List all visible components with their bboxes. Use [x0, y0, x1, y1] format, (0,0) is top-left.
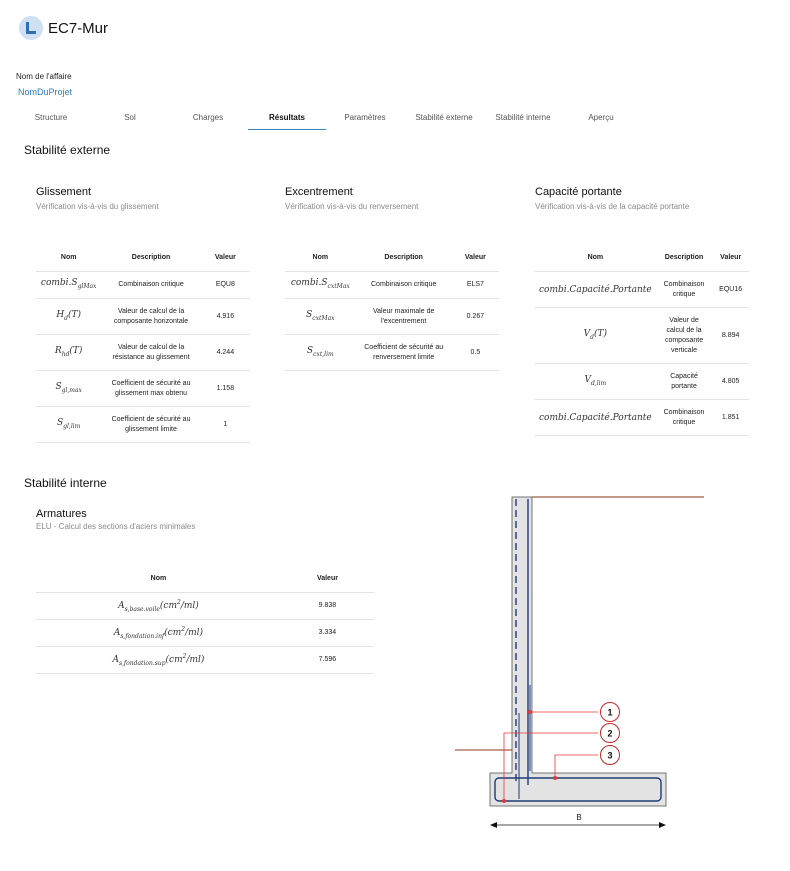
app-title: EC7-Mur [48, 20, 109, 37]
table-row [36, 335, 250, 371]
card-title-capacite: Capacité portante [535, 186, 622, 198]
dimension-label: B [576, 813, 582, 822]
symbol: $combi.S_{cxtMax}$ [285, 272, 356, 299]
table-row [285, 335, 499, 371]
table-row [36, 647, 374, 674]
col-valeur: Valeur [281, 564, 374, 593]
table-glissement [36, 243, 250, 443]
symbol: combi.Capacité.Portante [535, 400, 656, 436]
symbol: $combi.S_{glMax}$ [36, 272, 101, 299]
tab-bar [0, 110, 790, 130]
description: Coefficient de sécurité au glissement max obtenu [101, 371, 200, 407]
callout-3-dot [553, 776, 557, 780]
col-nom: Nom [285, 243, 356, 272]
tab-resultats[interactable]: Résultats [248, 110, 326, 130]
dimension-b [490, 813, 666, 828]
value: EQU16 [712, 272, 749, 308]
description: Coefficient de sécurité au glissement limite [101, 407, 200, 443]
col-description: Description [101, 243, 200, 272]
section-title-internal: Stabilité interne [24, 476, 107, 490]
tab-structure[interactable]: Structure [34, 113, 68, 122]
col-valeur: Valeur [201, 243, 250, 272]
tab-parametres[interactable]: Paramètres [344, 113, 386, 122]
table-excentrement [285, 243, 499, 371]
value: ELS7 [452, 272, 499, 299]
description: Valeur de calcul de la résistance au glissement [101, 335, 200, 371]
description: Valeur maximale de l'excentrement [356, 299, 452, 335]
tab-apercu[interactable]: Aperçu [588, 113, 614, 122]
description: Combinaison critique [356, 272, 452, 299]
table-row [535, 308, 749, 364]
col-valeur: Valeur [452, 243, 499, 272]
table-row [36, 593, 374, 620]
card-title-glissement: Glissement [36, 186, 92, 198]
value: 0.5 [452, 335, 499, 371]
table-row [535, 400, 749, 436]
project-name-field[interactable]: NomDuProjet [18, 87, 73, 97]
card-title-armatures: Armatures [36, 508, 87, 520]
description: Valeur de calcul de la composante verticale [656, 308, 713, 364]
callout-1 [528, 703, 620, 722]
callout-1-dot [528, 710, 532, 714]
value: EQU8 [201, 272, 250, 299]
table-row [285, 272, 499, 299]
value: 7.596 [281, 647, 374, 674]
description: Valeur de calcul de la composante horizontale [101, 299, 200, 335]
value: 8.894 [712, 308, 749, 364]
value: 9.838 [281, 593, 374, 620]
wall-stem [512, 497, 532, 773]
project-name-label: Nom de l'affaire [16, 72, 72, 81]
value: 3.334 [281, 620, 374, 647]
arrow-right-icon [659, 822, 666, 828]
symbol: $A_{s,base.voile}(cm^2/ml)$ [36, 593, 281, 620]
col-description: Description [656, 243, 713, 272]
callout-2-label: 2 [607, 728, 613, 739]
description: Capacité portante [656, 364, 713, 400]
col-nom: Nom [36, 243, 101, 272]
symbol: $H_d(T)$ [36, 299, 101, 335]
value: 1 [201, 407, 250, 443]
value: 1.158 [201, 371, 250, 407]
wall-logo-icon [23, 20, 39, 36]
table-capacite [535, 243, 749, 436]
card-subtitle-armatures: ELU - Calcul des sections d'aciers minimales [36, 522, 196, 531]
callout-2-dot [502, 799, 506, 803]
symbol: $S_{cxt,lim}$ [285, 335, 356, 371]
value: 4.916 [201, 299, 250, 335]
symbol: $V_{d,lim}$ [535, 364, 656, 400]
wall-joint-mask [512, 772, 531, 774]
retaining-wall-diagram [440, 485, 730, 835]
table-row [535, 364, 749, 400]
symbol: $R_{hd}(T)$ [36, 335, 101, 371]
table-row [36, 371, 250, 407]
symbol: $S_{gl,lim}$ [36, 407, 101, 443]
table-row [36, 272, 250, 299]
value: 4.244 [201, 335, 250, 371]
card-title-excentrement: Excentrement [285, 186, 353, 198]
table-row [36, 620, 374, 647]
app-logo [19, 16, 43, 40]
description: Coefficient de sécurité au renversement limite [356, 335, 452, 371]
arrow-left-icon [490, 822, 497, 828]
col-nom: Nom [36, 564, 281, 593]
description: Combinaison critique [656, 400, 713, 436]
callout-1-label: 1 [607, 707, 613, 718]
table-row [36, 407, 250, 443]
value: 0.267 [452, 299, 499, 335]
table-row [285, 299, 499, 335]
table-armatures [36, 564, 374, 674]
card-subtitle-capacite: Vérification vis-à-vis de la capacité portante [535, 202, 690, 211]
card-subtitle-glissement: Vérification vis-à-vis du glissement [36, 202, 159, 211]
col-description: Description [356, 243, 452, 272]
description: Combinaison critique [656, 272, 713, 308]
table-row [36, 299, 250, 335]
symbol: combi.Capacité.Portante [535, 272, 656, 308]
description: Combinaison critique [101, 272, 200, 299]
callout-3-label: 3 [607, 750, 613, 761]
tab-stabilite-interne[interactable]: Stabilité interne [495, 113, 551, 122]
value: 1.851 [712, 400, 749, 436]
card-subtitle-excentrement: Vérification vis-à-vis du renversement [285, 202, 419, 211]
symbol: $A_{s,fondation.inf}(cm^2/ml)$ [36, 620, 281, 647]
col-nom: Nom [535, 243, 656, 272]
value: 4.805 [712, 364, 749, 400]
section-title-external: Stabilité externe [24, 143, 111, 157]
col-valeur: Valeur [712, 243, 749, 272]
tab-stabilite-externe[interactable]: Stabilité externe [415, 113, 473, 122]
table-row [535, 272, 749, 308]
symbol: $V_d(T)$ [535, 308, 656, 364]
tab-charges[interactable]: Charges [192, 113, 224, 122]
symbol: $A_{s,fondation.sup}(cm^2/ml)$ [36, 647, 281, 674]
tab-sol[interactable]: Sol [124, 113, 136, 122]
symbol: $S_{cxtMax}$ [285, 299, 356, 335]
symbol: $S_{gl,max}$ [36, 371, 101, 407]
